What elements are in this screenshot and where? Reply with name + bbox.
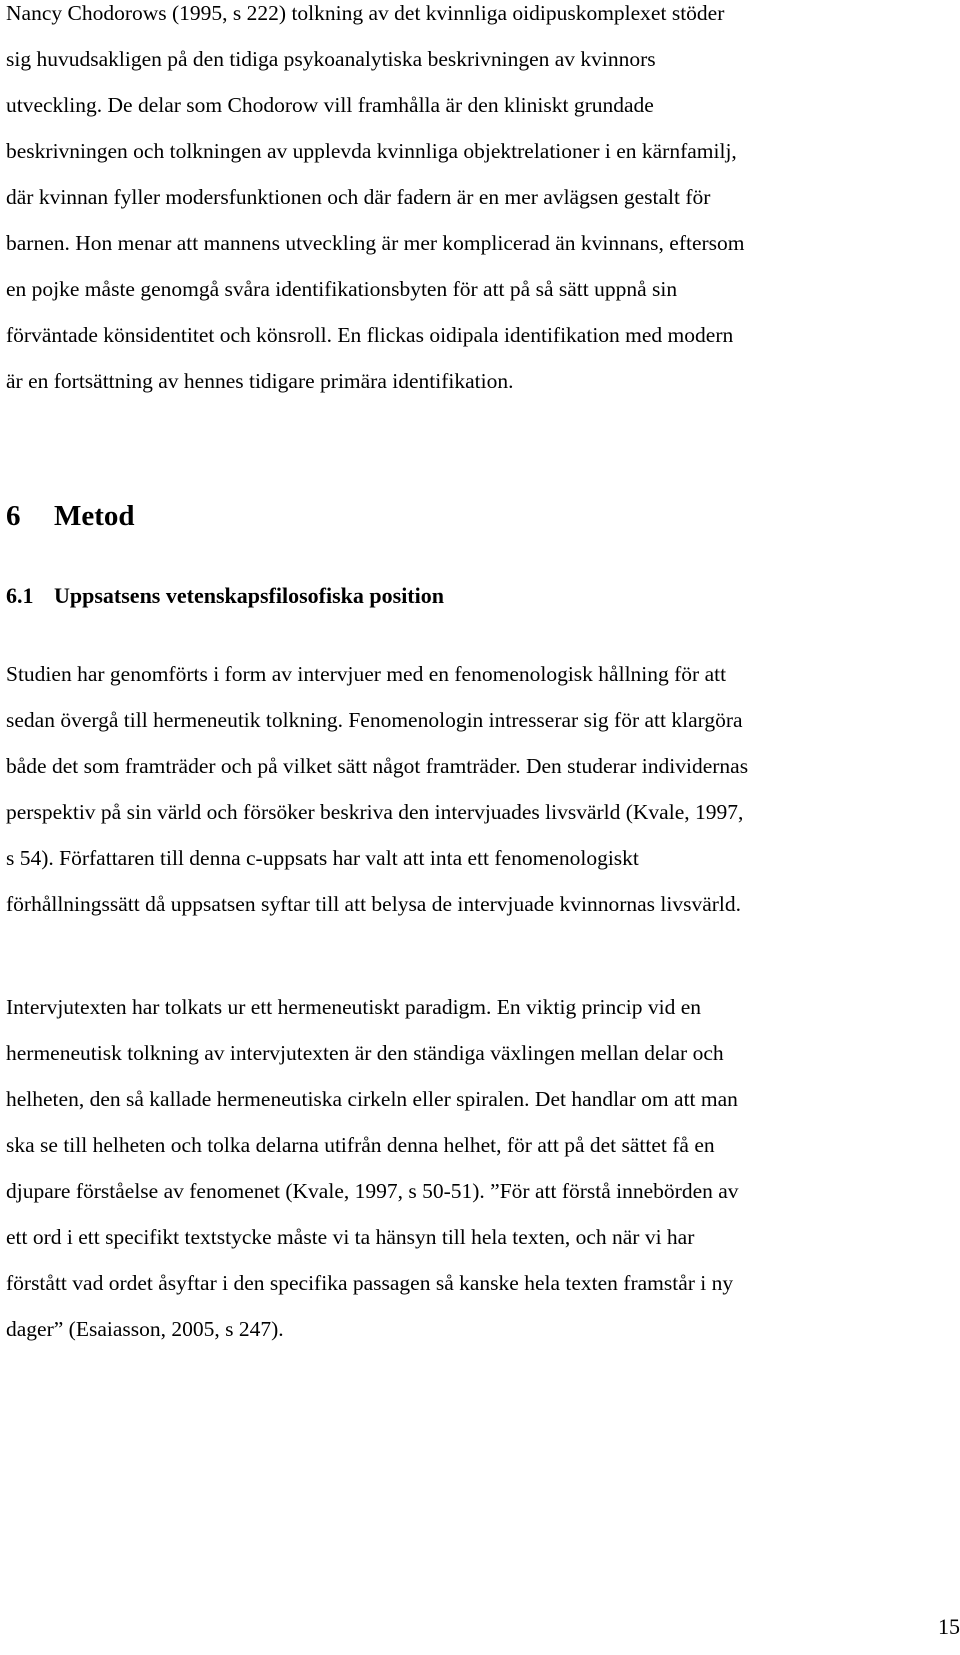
text-line: s 54). Författaren till denna c-uppsats har valt att inta ett fenomenologiskt xyxy=(6,846,639,870)
text-line: sedan övergå till hermeneutik tolkning. Fenomenologin intresserar sig för att klargöra xyxy=(6,708,743,732)
paragraph-fenomenologi xyxy=(6,651,748,927)
text-line: en pojke måste genomgå svåra identifikationsbyten för att på så sätt uppnå sin xyxy=(6,277,678,301)
text-line: beskrivningen och tolkningen av upplevda kvinnliga objektrelationer i en kärnfamilj, xyxy=(6,139,737,163)
text-line: är en fortsättning av hennes tidigare primära identifikation. xyxy=(6,369,514,393)
text-line: förhållningssätt då uppsatsen syftar till att belysa de intervjuade kvinnornas livsvärld. xyxy=(6,892,742,916)
text-line: sig huvudsakligen på den tidiga psykoanalytiska beskrivningen av kvinnors xyxy=(6,47,656,71)
text-line: Nancy Chodorows (1995, s 222) tolkning av det kvinnliga oidipuskomplexet stöder xyxy=(6,1,725,25)
text-line: både det som framträder och på vilket sätt något framträder. Den studerar individernas xyxy=(6,754,749,778)
text-line: barnen. Hon menar att mannens utveckling är mer komplicerad än kvinnans, eftersom xyxy=(6,231,745,255)
text-line: förstått vad ordet åsyftar i den specifika passagen så kanske hela texten framstår i ny xyxy=(6,1271,734,1295)
subsection-number: 6.1 xyxy=(6,583,34,608)
subsection-title: Uppsatsens vetenskapsfilosofiska position xyxy=(54,583,444,608)
text-line: utveckling. De delar som Chodorow vill framhålla är den kliniskt grundade xyxy=(6,93,654,117)
text-line: förväntade könsidentitet och könsroll. En flickas oidipala identifikation med modern xyxy=(6,323,734,347)
section-title: Metod xyxy=(54,500,135,532)
text-line: helheten, den så kallade hermeneutiska cirkeln eller spiralen. Det handlar om att man xyxy=(6,1087,738,1111)
text-line: dager” (Esaiasson, 2005, s 247). xyxy=(6,1317,284,1341)
page-number: 15 xyxy=(938,1614,960,1639)
paragraph-chodorow xyxy=(6,0,745,404)
text-line: Studien har genomförts i form av intervjuer med en fenomenologisk hållning för att xyxy=(6,662,727,686)
text-line: där kvinnan fyller modersfunktionen och där fadern är en mer avlägsen gestalt för xyxy=(6,185,711,209)
text-line: ska se till helheten och tolka delarna utifrån denna helhet, för att på det sättet få en xyxy=(6,1133,715,1157)
section-heading-metod xyxy=(6,496,135,536)
subsection-heading xyxy=(6,580,444,612)
text-line: hermeneutisk tolkning av intervjutexten är den ständiga växlingen mellan delar och xyxy=(6,1041,724,1065)
paragraph-hermeneutik xyxy=(6,984,739,1352)
text-line: Intervjutexten har tolkats ur ett hermeneutiskt paradigm. En viktig princip vid en xyxy=(6,995,701,1019)
section-number: 6 xyxy=(6,500,21,532)
text-line: djupare förståelse av fenomenet (Kvale, 1997, s 50-51). ”För att förstå innebörden av xyxy=(6,1179,739,1203)
text-line: ett ord i ett specifikt textstycke måste vi ta hänsyn till hela texten, och när vi har xyxy=(6,1225,695,1249)
text-line: perspektiv på sin värld och försöker beskriva den intervjuades livsvärld (Kvale, 1997, xyxy=(6,800,744,824)
